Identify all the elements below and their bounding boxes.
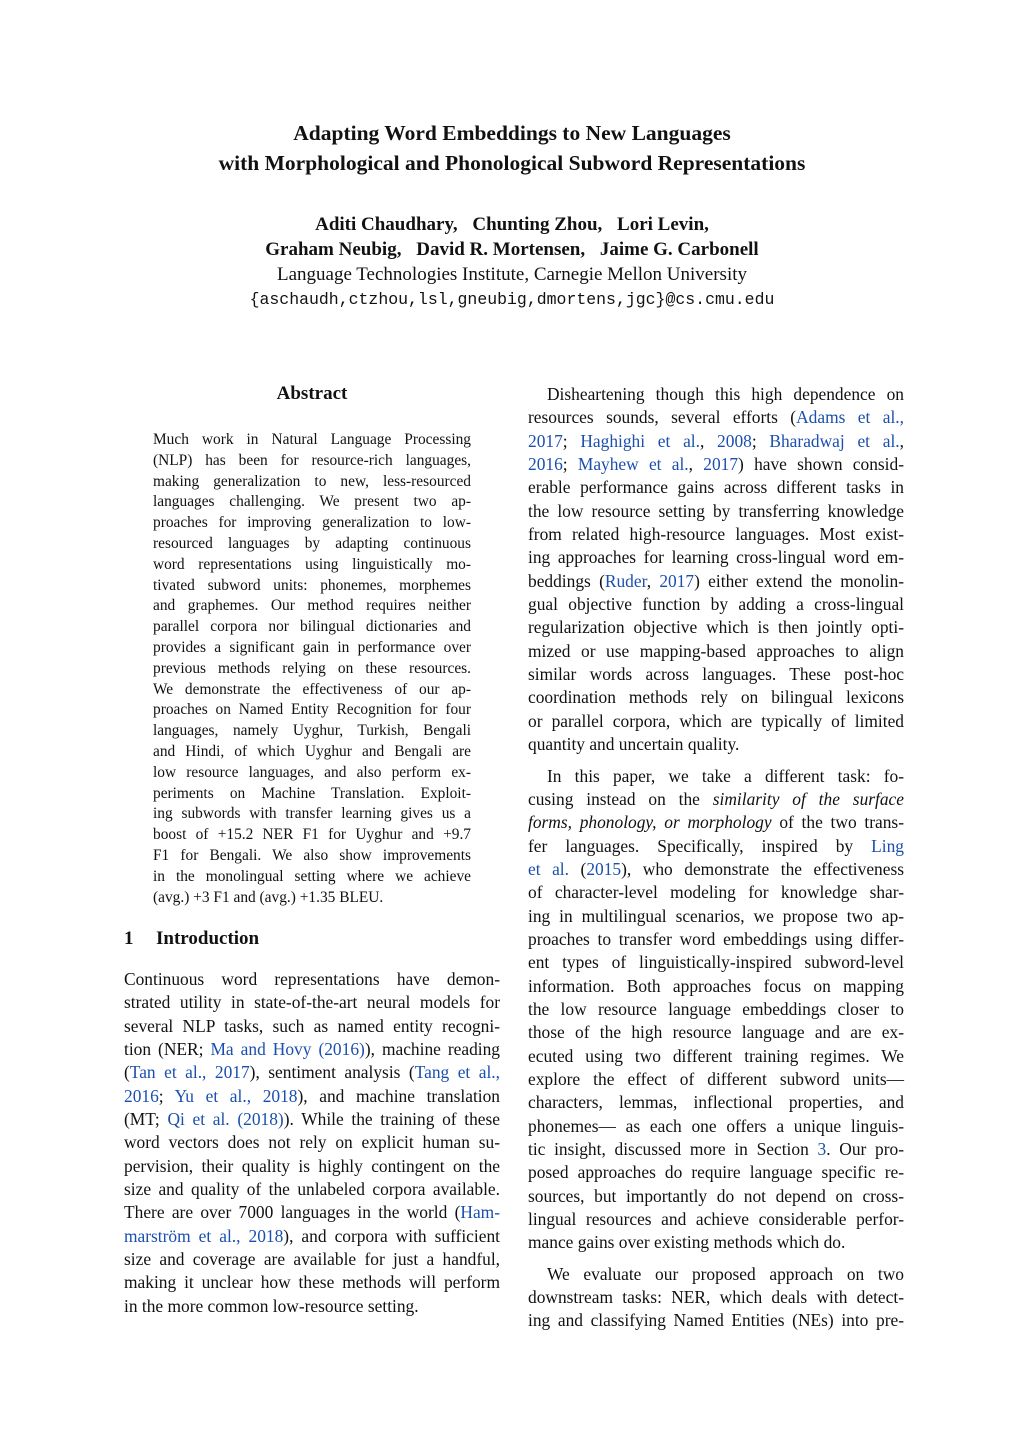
citation-link[interactable]: Ruder bbox=[604, 570, 647, 591]
body-line: making it unclear how these methods will perform bbox=[124, 1272, 500, 1293]
body-line: mance gains over existing methods which do. bbox=[528, 1232, 846, 1253]
body-line: gual objective function by adding a cross-lingual bbox=[528, 594, 904, 615]
introduction-body bbox=[124, 968, 500, 1318]
body-line: erable performance gains across different tasks in bbox=[528, 477, 904, 498]
citation-link[interactable]: 2016 bbox=[124, 1085, 159, 1106]
body-line: from related high-resource languages. Most exist- bbox=[528, 524, 904, 545]
citation-link[interactable]: 2016 bbox=[528, 454, 563, 475]
body-line: characters, lemmas, inflectional properties, and bbox=[528, 1092, 904, 1113]
citation-link[interactable]: Qi et al. bbox=[167, 1109, 230, 1130]
citation-link[interactable]: (2018) bbox=[237, 1109, 284, 1130]
title-line: with Morphological and Phonological Subword Representations bbox=[218, 151, 806, 175]
body-line: We evaluate our proposed approach on two bbox=[547, 1263, 904, 1284]
citation-link[interactable]: Tan et al., 2017 bbox=[129, 1062, 250, 1083]
citation-link[interactable]: marström et al., 2018 bbox=[124, 1225, 284, 1246]
author-name: Jaime G. Carbonell bbox=[599, 239, 759, 260]
citation-link[interactable]: 2017 bbox=[528, 430, 563, 451]
abstract-line: in the monolingual setting where we achieve bbox=[153, 867, 471, 885]
abstract-line: ing subwords with transfer learning gives us a bbox=[153, 805, 471, 823]
abstract-line: word representations using linguistically mo- bbox=[153, 555, 471, 573]
abstract-line: tivated subword units: phonemes, morphemes bbox=[153, 576, 471, 594]
body-line: information. Both approaches focus on mapping bbox=[528, 975, 904, 996]
citation-link[interactable]: Ham- bbox=[460, 1202, 500, 1223]
abstract-body bbox=[153, 430, 471, 908]
section-heading bbox=[124, 928, 259, 950]
body-line: the low resource language embeddings closer to bbox=[528, 998, 904, 1019]
body-line: ent types of linguistically-inspired subword-level bbox=[528, 952, 904, 973]
abstract-line: periments on Machine Translation. Exploit- bbox=[153, 784, 471, 802]
abstract-line: previous methods relying on these resources. bbox=[153, 659, 471, 677]
abstract-line: low resource languages, and also perform ex- bbox=[153, 763, 471, 781]
body-line: forms, phonology, or morphology of the two trans- bbox=[528, 812, 904, 833]
citation-link[interactable]: Mayhew et al. bbox=[577, 454, 689, 475]
citation-link[interactable]: Haghighi et al. bbox=[580, 430, 700, 451]
body-line: (Tan et al., 2017), sentiment analysis (Tang et al., bbox=[124, 1062, 500, 1083]
author-name: Graham Neubig, bbox=[265, 239, 402, 260]
abstract-line: languages challenging. We present two ap- bbox=[153, 493, 471, 511]
body-line: those of the high resource language and are ex- bbox=[528, 1022, 904, 1043]
author-line bbox=[0, 212, 1024, 237]
body-line: proaches to transfer word embeddings using differ- bbox=[528, 928, 904, 949]
body-line: coordination methods rely on bilingual lexicons bbox=[528, 687, 904, 708]
abstract-line: and Hindi, of which Uyghur and Bengali are bbox=[153, 742, 471, 760]
citation-link[interactable]: Adams et al., bbox=[796, 407, 905, 428]
body-line: size and quality of the unlabeled corpora available. bbox=[124, 1179, 500, 1200]
abstract-line: languages, namely Uyghur, Turkish, Bengali bbox=[153, 722, 471, 740]
author-block bbox=[0, 212, 1024, 312]
author-name: Lori Levin, bbox=[617, 214, 709, 235]
abstract-line: provides a significant gain in performance over bbox=[153, 638, 471, 656]
body-line: the low resource setting by transferring knowledge bbox=[528, 500, 904, 521]
body-line: beddings (Ruder, 2017) either extend the monolin- bbox=[528, 570, 904, 591]
author-name: Aditi Chaudhary, bbox=[315, 214, 458, 235]
abstract-heading: Abstract bbox=[276, 383, 348, 404]
affiliation: Language Technologies Institute, Carnegie Mellon University bbox=[276, 264, 748, 285]
body-line: ecuted using two different training regimes. We bbox=[528, 1045, 904, 1066]
abstract-line: boost of +15.2 NER F1 for Uyghur and +9.7 bbox=[153, 826, 471, 844]
abstract-line: parallel corpora nor bilingual dictionaries and bbox=[153, 618, 471, 636]
abstract-line: F1 for Bengali. We also show improvements bbox=[153, 846, 471, 864]
citation-link[interactable]: 2015 bbox=[586, 858, 622, 879]
author-email: {aschaudh,ctzhou,lsl,gneubig,dmortens,jgc}@cs.cmu.edu bbox=[249, 290, 775, 309]
body-line: resources sounds, several efforts (Adams et al., bbox=[528, 407, 905, 428]
citation-link[interactable]: Tang et al., bbox=[414, 1062, 500, 1083]
abstract-line: (avg.) +3 F1 and (avg.) +1.35 BLEU. bbox=[153, 888, 384, 906]
body-line: of character-level modeling for knowledge shar- bbox=[528, 882, 904, 903]
body-line: 2016; Yu et al., 2018), and machine translation bbox=[124, 1085, 500, 1106]
abstract-line: resourced languages by adapting continuous bbox=[153, 534, 471, 552]
body-line: tion (NER; Ma and Hovy (2016)), machine reading bbox=[124, 1039, 501, 1060]
paragraph bbox=[528, 765, 904, 1255]
citation-link[interactable]: Bharadwaj et al. bbox=[769, 430, 900, 451]
body-line: several NLP tasks, such as named entity recogni- bbox=[124, 1015, 500, 1036]
abstract-line: (NLP) has been for resource-rich languages, bbox=[153, 451, 471, 469]
section-number: 1 bbox=[124, 928, 134, 949]
body-line: pervision, their quality is highly contingent on the bbox=[124, 1155, 500, 1176]
body-line: tic insight, discussed more in Section 3. Our pro- bbox=[528, 1139, 904, 1159]
citation-link[interactable]: 2008 bbox=[717, 430, 752, 451]
body-line: quantity and uncertain quality. bbox=[528, 734, 740, 755]
citation-link[interactable]: Yu et al., 2018 bbox=[174, 1085, 298, 1106]
body-line: regularization objective which is then jointly opti- bbox=[528, 617, 904, 638]
title-line: Adapting Word Embeddings to New Languages bbox=[293, 121, 731, 145]
body-line: explore the effect of different subword units— bbox=[528, 1068, 904, 1089]
body-line: phonemes— as each one offers a unique linguis- bbox=[528, 1115, 904, 1136]
body-line: 2016; Mayhew et al., 2017) have shown consid- bbox=[528, 454, 904, 475]
body-line: Disheartening though this high dependence on bbox=[547, 384, 904, 404]
paper-title bbox=[0, 118, 1024, 178]
body-line: downstream tasks: NER, which deals with detect- bbox=[528, 1287, 904, 1308]
body-line: strated utility in state-of-the-art neural models for bbox=[124, 992, 500, 1013]
paragraph bbox=[528, 383, 904, 757]
body-line: et al. (2015), who demonstrate the effectiveness bbox=[528, 858, 905, 879]
abstract-line: making generalization to new, less-resourced bbox=[153, 472, 471, 490]
body-line: similar words across languages. These post-hoc bbox=[528, 664, 904, 685]
citation-link[interactable]: 2017 bbox=[659, 570, 695, 591]
body-line: sources, but importantly do not depend on cross- bbox=[528, 1185, 904, 1206]
section-title: Introduction bbox=[156, 928, 260, 949]
abstract-line: We demonstrate the effectiveness of our ap- bbox=[153, 680, 471, 698]
abstract-line: proaches on Named Entity Recognition for four bbox=[153, 701, 471, 719]
abstract-line: and graphemes. Our method requires neither bbox=[153, 597, 471, 615]
body-line: marström et al., 2018), and corpora with sufficient bbox=[124, 1225, 500, 1246]
citation-link[interactable]: Ling bbox=[871, 835, 904, 856]
body-line: word vectors does not rely on explicit human su- bbox=[124, 1132, 500, 1153]
citation-link[interactable]: 2017 bbox=[703, 454, 739, 475]
body-line: size and coverage are available for just a handful, bbox=[124, 1249, 500, 1270]
body-line: In this paper, we take a different task: fo- bbox=[547, 765, 904, 786]
right-column-body bbox=[528, 383, 904, 1333]
body-line: There are over 7000 languages in the world (Ham- bbox=[124, 1202, 500, 1223]
body-line: (MT; Qi et al. (2018)). While the training of these bbox=[124, 1109, 500, 1130]
body-line: fer languages. Specifically, inspired by Ling bbox=[528, 835, 904, 856]
body-line: posed approaches do require language specific re- bbox=[528, 1162, 904, 1183]
section-reference-link[interactable]: 3 bbox=[817, 1139, 827, 1159]
author-name: David R. Mortensen, bbox=[416, 239, 586, 260]
body-line: or parallel corpora, which are typically of limited bbox=[528, 710, 904, 731]
body-line: in the more common low-resource setting. bbox=[124, 1295, 419, 1316]
paragraph bbox=[528, 1263, 904, 1333]
body-line: ing and classifying Named Entities (NEs) into pre- bbox=[528, 1310, 904, 1331]
body-line: Continuous word representations have demon- bbox=[124, 969, 500, 989]
body-line: mized or use mapping-based approaches to align bbox=[528, 640, 904, 661]
body-line: ing approaches for learning cross-lingual word em- bbox=[528, 547, 904, 568]
author-line bbox=[0, 237, 1024, 262]
author-name: Chunting Zhou, bbox=[472, 214, 603, 235]
citation-link[interactable]: (2016) bbox=[318, 1039, 365, 1060]
citation-link[interactable]: Ma and Hovy bbox=[210, 1039, 312, 1060]
citation-link[interactable]: et al. bbox=[528, 858, 569, 879]
body-line: 2017; Haghighi et al., 2008; Bharadwaj et al., bbox=[528, 430, 904, 451]
abstract-line: proaches for improving generalization to low- bbox=[153, 514, 471, 532]
body-line: cusing instead on the similarity of the surface bbox=[528, 788, 904, 809]
abstract-line: Much work in Natural Language Processing bbox=[153, 431, 471, 448]
body-line: ing in multilingual scenarios, we propose two ap- bbox=[528, 905, 904, 926]
body-line: lingual resources and achieve considerable perfor- bbox=[528, 1209, 904, 1230]
